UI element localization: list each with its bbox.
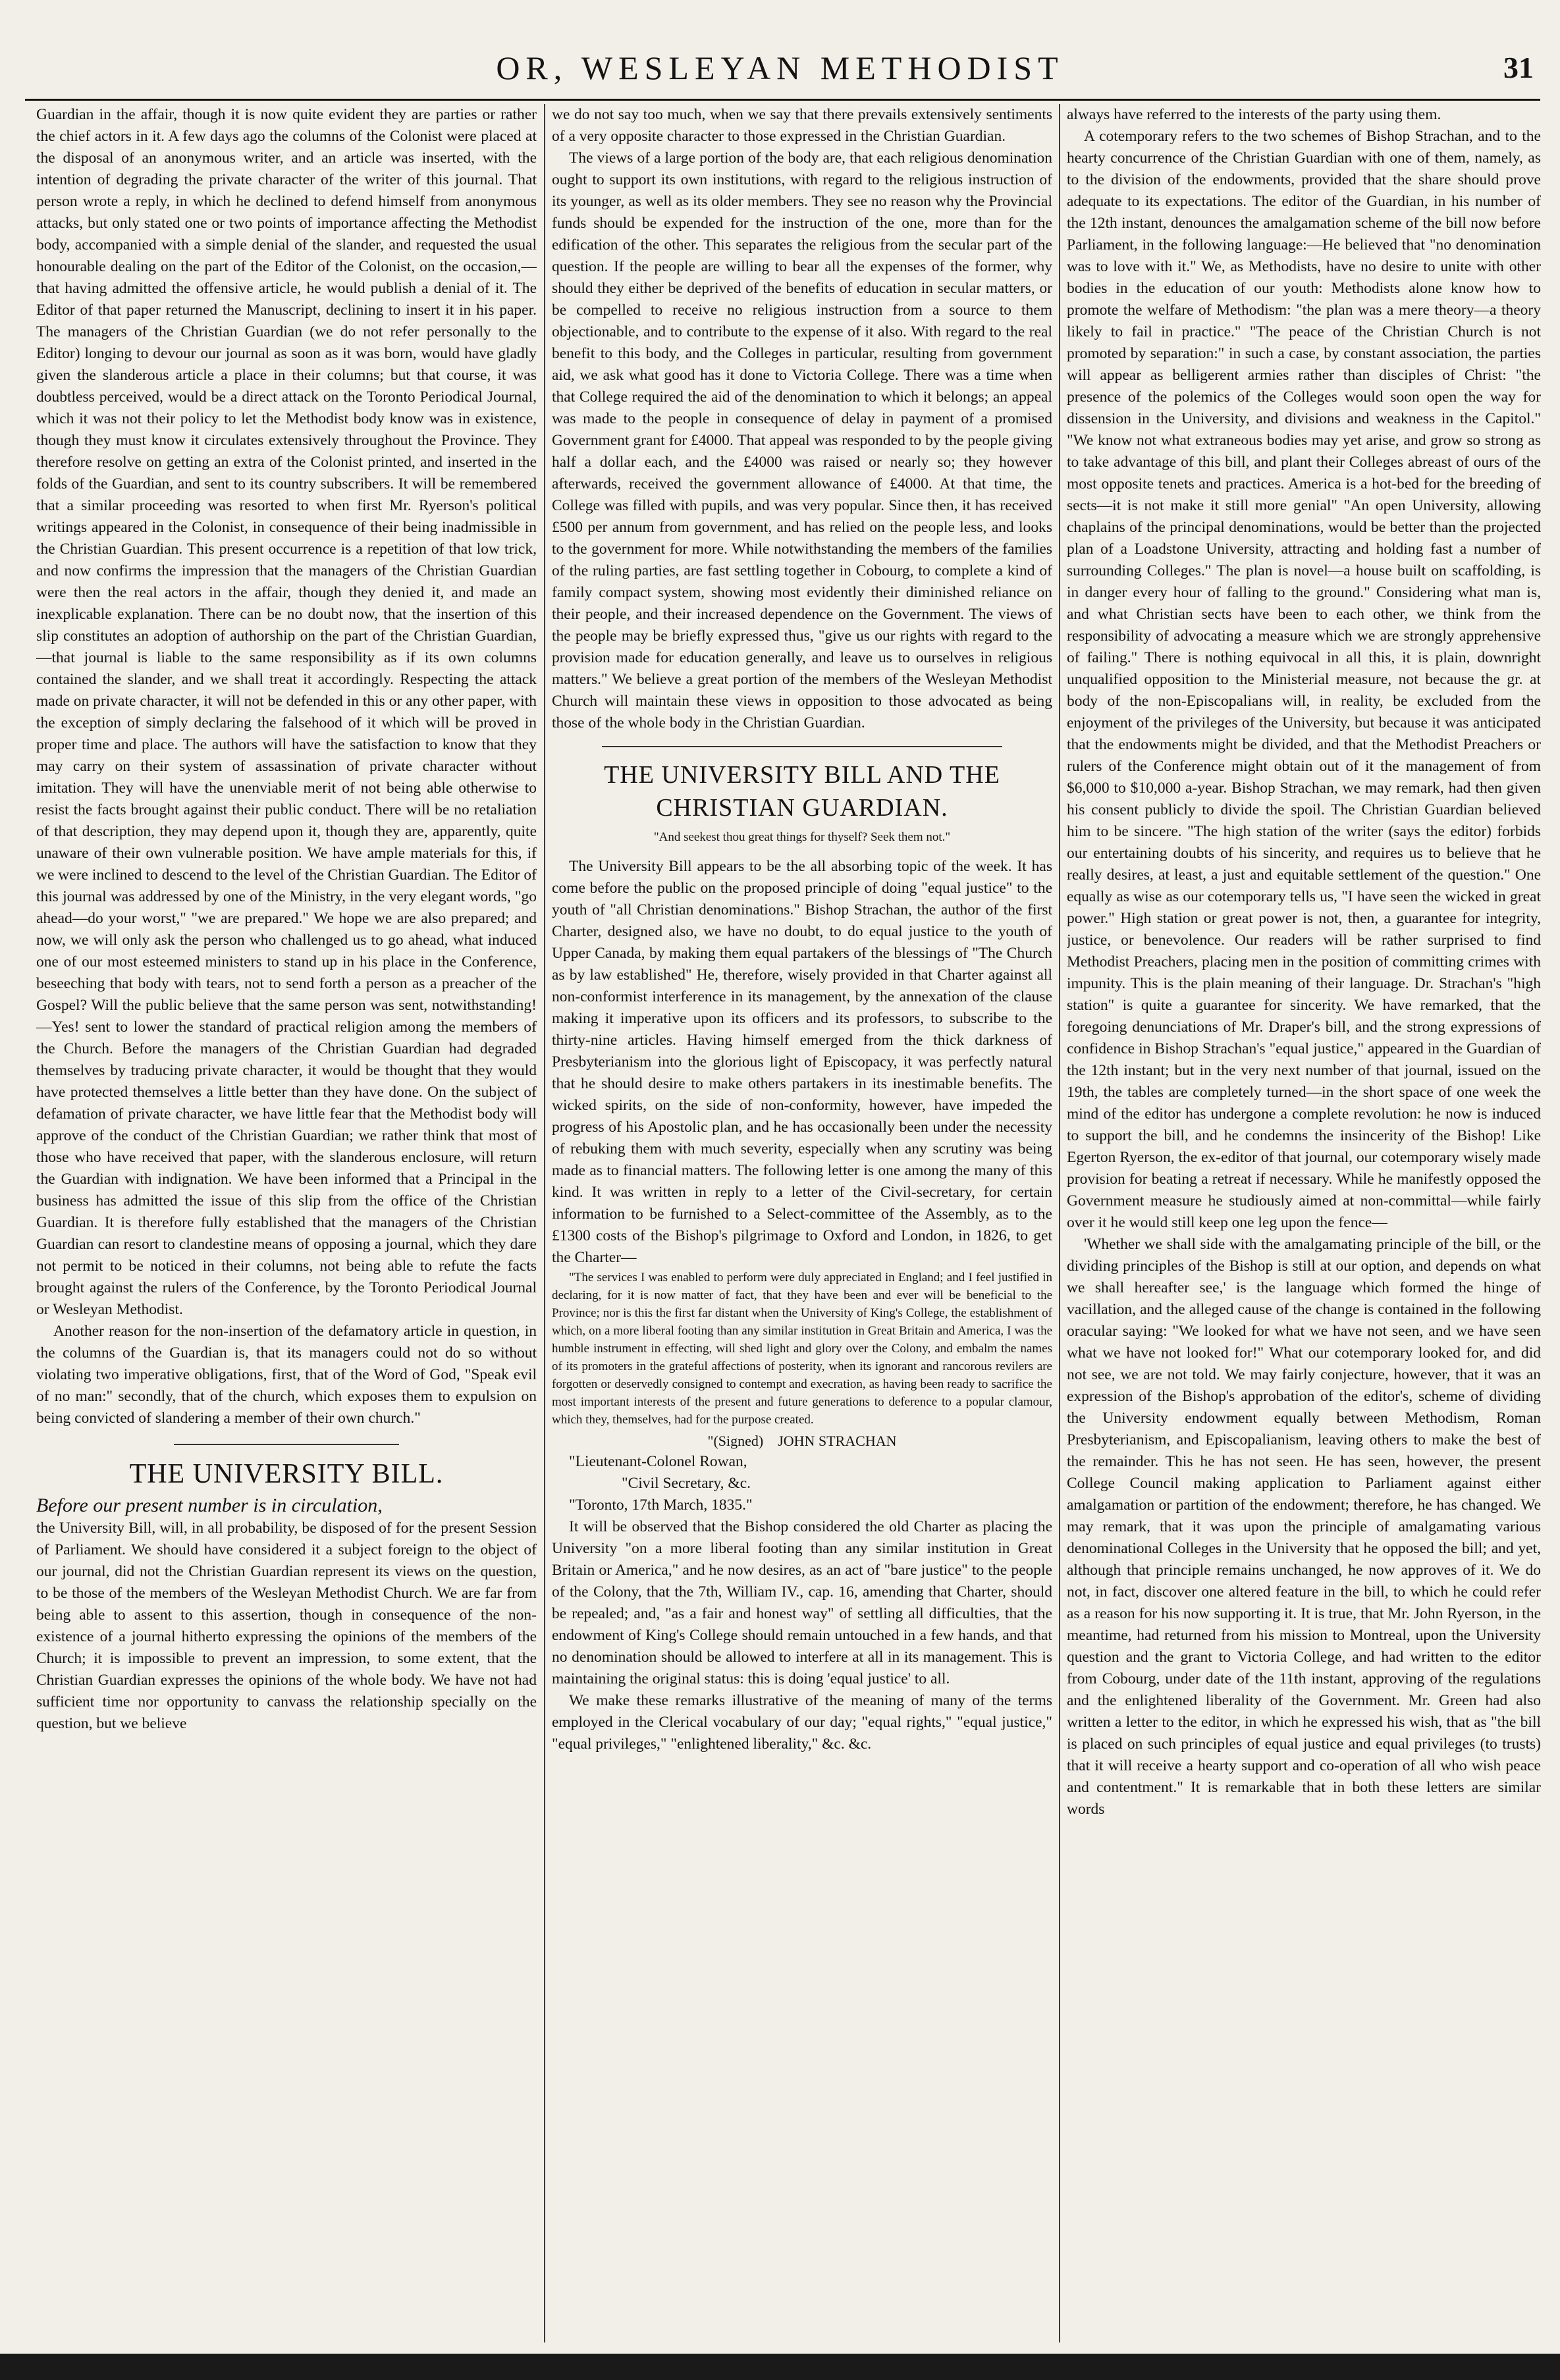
- article-paragraph: We make these remarks illustrative of the meaning of many of the terms employed in the Clerical vocabulary of our day; "equal rights," "equal justice," "equal privileges," "enlightened liberality," &c. &c.: [552, 1692, 1052, 1753]
- column-3: [1067, 104, 1541, 2342]
- quoted-letter: "The services I was enabled to perform were duly appreciated in England; and I feel justified in declaring, for it is now matter of fact, that they have been and ever will be beneficial to the Province; nor is this the first far distant when the University of King's College, the establishment of which, on a more liberal footing than any similar institution in Great Britain and America, I was the humble instrument in effecting, will shed light and glory over the Colony, and embalm the names of its promoters in the grateful affections of posterity, when its ignorant and rancorous revilers are forgotten or deservedly consigned to contempt and execration, as having been ready to sacrifice the most important interests of the present and future generations to deference to a popular clamour, which they, themselves, had for the purpose created.: [552, 1271, 1052, 1427]
- signature-date: "Toronto, 17th March, 1835.": [569, 1496, 753, 1514]
- article-paragraph: The views of a large portion of the body are, that each religious denomination ought to support its own institutions, with regard to the religious instruction of its younger, as well as its older members. They see no reason why the Provincial funds should be expended for the instruction of the one, more than for the edification of the other. This separates the religious from the secular part of the question. If the people are willing to bear all the expenses of the former, why should they either be deprived of the benefits of education in secular matters, or be compelled to receive no religious instruction from a source to them objectionable, and to contribute to the expense of it also. With regard to the real benefit to this body, and the Colleges in particular, resulting from government aid, we ask what good has it done to Victoria College. There was a time when that College required the aid of the denomination to which it belongs; an appeal was made to the people in consequence of delay in payment of a promised Government grant for £4000. That appeal was responded to by the people giving half a dollar each, and the £4000 was raised or nearly so; they however afterwards, received the government allowance of £4000. At that time, the College was filled with pupils, and was very popular. Since then, it has received £500 per annum from government, and has relied on the people less, and looks to the government for more. While notwithstanding the members of the families of the ruling parties, are fast settling together in Cobourg, to complete a kind of family compact system, showing most evidently their diminished reliance on their people, and their increased dependence on the Government. The views of the people may be briefly expressed thus, "give us our rights with regard to the provision made for education generally, and leave us to ourselves in religious matters." We believe a great portion of the members of the Wesleyan Methodist Church will maintain these views in opposition to those advocated as being those of the whole body in the Christian Guardian.: [552, 149, 1052, 731]
- section-divider: [174, 1444, 399, 1445]
- article-paragraph: Guardian in the affair, though it is now quite evident they are parties or rather the chief actors in it. A few days ago the columns of the Colonist were placed at the disposal of an anonymous writer, and an article was inserted, with the intention of degrading the private character of the writer of this journal. That person wrote a reply, in which he declined to defend himself from anonymous attacks, but only stated one or two points of importance affecting the Methodist body, accompanied with a simple denial of the slander, and requested the usual honourable dealing on the part of the Editor of the Colonist, on the occasion,—that having admitted the offensive article, he would publish a denial of it. The Editor of that paper returned the Manuscript, declining to insert it in his paper. The managers of the Christian Guardian (we do not refer personally to the Editor) longing to devour our journal as soon as it was born, would have gladly given the slanderous article a place in their columns; but that course, it was doubtless perceived, would be a direct attack on the Toronto Periodical Journal, which it was not their policy to let the Methodist body know was in existence, though they must know it circulates extensively throughout the Province. They therefore resolve on getting an extra of the Colonist printed, and inserted in the folds of the Guardian, and sent to its country subscribers. It will be remembered that a similar proceeding was resorted to when first Mr. Ryerson's political writings appeared in the Colonist, in consequence of their being inadmissible in the Christian Guardian. This present occurrence is a repetition of that low trick, and now confirms the impression that the managers of the Christian Guardian were then the real actors in the affair, though they denied it, and made an inexplicable explanation. There can be no doubt now, that the insertion of this slip constitutes an adoption of authorship on the part of the Christian Guardian,—that journal is liable to the same responsibility as if its own columns contained the slander, and we shall treat it accordingly. Respecting the attack made on private character, it will not be defended in this or any other paper, with the exception of simply declaring the falsehood of it which will be proved in proper time and place. The authors will have the satisfaction to know that they may carry on their system of assassination of private character without imitation. They will have the unenviable merit of not being able otherwise to resist the facts brought against their public conduct. There will be no retaliation of that description, they may depend upon it, though they are, apparently, quite unaware of their own vulnerable position. We have ample materials for this, if we were inclined to descend to the level of the Christian Guardian. The Editor of this journal was addressed by one of the Ministry, in the very elegant words, "go ahead—do your worst," "we are prepared." We hope we are also prepared; and now, we will only ask the person who challenged us to go ahead, what induced one of our most esteemed ministers to stand up in his place in the Conference, beseeching that body with tears, not to send forth a person as a preacher of the Gospel? Will the public believe that the same person was sent, notwithstanding!—Yes! sent to lower the standard of practical religion among the members of the Church. Before the managers of the Christian Guardian had degraded themselves by traducing private character, it would be thought that they would have protected themselves a little better than they have done. On the subject of defamation of private character, we have little fear that the Methodist body will approve of the conduct of the Christian Guardian; we rather think that most of those who have received that paper, with the slanderous enclosure, will return the Guardian with indignation. We have been informed that a Principal in the business has admitted the issue of this slip from the office of the Christian Guardian. It is therefore fully established that the managers of the Christian Guardian can resort to clandestine means of opposing a journal, which they dare not permit to be noticed in their columns, not being able to refute the facts brought against the rulers of the Conference, by the Toronto Periodical Journal or Wesleyan Methodist.: [36, 106, 537, 1318]
- article-paragraph: It will be observed that the Bishop considered the old Charter as placing the University "on a more liberal footing than any similar institution in Great Britain or America," and he now desires, as an act of "bare justice" to the people of the Colony, that the 7th, William IV., cap. 16, amending that Charter, should be repealed; and, "as a fair and honest way" of settling all difficulties, that the endowment of King's College should remain untouched in a few hands, and that no denomination should be allowed to interfere at all in its management. This is maintaining the original status: this is doing 'equal justice' to all.: [552, 1518, 1052, 1687]
- running-title: OR, WESLEYAN METHODIST: [496, 49, 1064, 86]
- signature-signed: "(Signed): [707, 1433, 764, 1449]
- letter-signature: [552, 1431, 1052, 1451]
- article-paragraph: always have referred to the interests of the party using them.: [1067, 106, 1441, 123]
- section-divider: [602, 746, 1002, 747]
- article-paragraph: The University Bill appears to be the all absorbing topic of the week. It has come before the public on the proposed principle of doing "equal justice" to the youth of "all Christian denominations." Bishop Strachan, the author of the first Charter, designed also, we have no doubt, to do equal justice to the youth of Upper Canada, by making them equal partakers of the blessings of "The Church as by law established" He, therefore, wisely provided in that Charter against all non-conformist interference in its management, by the annexation of the clause making it imperative upon its officers and its professors, to subscribe to the thirty-nine articles. Having himself emerged from the thick darkness of Presbyterianism into the glorious light of Episcopacy, it was perfectly natural that he should desire to make others partakers in its inestimable benefits. The wicked spirits, on the side of non-conformity, however, have impeded the progress of his Apostolic plan, and he has occasionally been under the necessity of rebuking them with much severity, especially when any scrutiny was being made as to financial matters. The following letter is one among the many of this kind. It was written in reply to a letter of the Civil-secretary, for certain information to be furnished to a Select-committee of the Assembly, as to the £1300 costs of the Bishop's pilgrimage to Oxford and London, in 1826, to get the Charter—: [552, 858, 1052, 1266]
- article-lead: Before our present number is in circulation,: [36, 1494, 383, 1516]
- section-title-line-2: CHRISTIAN GUARDIAN.: [656, 794, 948, 822]
- article-paragraph: A cotemporary refers to the two schemes of Bishop Strachan, and to the hearty concurrence of the Christian Guardian with one of them, namely, as to the division of the endowments, provided that the share should prove adequate to its expectations. The editor of the Guardian, in his number of the 12th instant, denounces the amalgamation scheme of the bill now before Parliament, in the following language:—He believed that "no denomination was to love with it." We, as Methodists, have no desire to unite with other bodies in the education of our youth: Methodists alone know how to promote the welfare of Methodism: "the plan was a mere theory—a theory likely to fail in practice." "The peace of the Christian Church is not promoted by separation:" in such a case, by constant association, the parties will appear as belligerent armies rather than disciples of Christ: "the presence of the polemics of the Colleges would soon open the way for dissension in the University, and divisions and weakness in the Capitol." "We know not what extraneous bodies may yet arise, and grow so strong as to take advantage of this bill, and plant their Colleges abreast of ours of the most opposite tenets and practices. America is a hot-bed for the breeding of sects—it is not make it still more genial" "An open University, allowing chaplains of the principal denominations, would be better than the projected plan of a Loadstone University, attracting and holding fast a number of surrounding Colleges." The plan is novel—a house built on scaffolding, is in danger every hour of falling to the ground." Considering what man is, and what Christian sects have been to each other, we think from the responsibility of advocating a measure which we are strongly apprehensive of failing." There is nothing equivocal in all this, it is plain, downright unqualified opposition to the Ministerial measure, not because the gr. at body of the non-Episcopalians will, in reality, be excluded from the enjoyment of the privileges of the University, but because it was anticipated that the endowments might be divided, and that the Methodist Preachers or rulers of the Conference might obtain out of it the management of from $6,000 to $10,000 a-year. Bishop Strachan, we may remark, had then given his consent publicly to divide the spoil. The Christian Guardian believed him to be sincere. "The high station of the writer (says the editor) forbids our entertaining doubts of his sincerity, and requires us to believe that he really desires, at least, a just and equitable settlement of the question." One equally as wise as our cotemporary tells us, "I have seen the wicked in great power." High station or great power is not, then, a guarantee for integrity, justice, or benevolence. Our readers will be rather surprised to find Methodist Preachers, placing men in the position of committing crimes with impunity. This is the plain meaning of their language. Dr. Strachan's "high station" is quite a guarantee for sincerity. We have remarked, that the foregoing denunciations of Mr. Draper's bill, and the strong expressions of confidence in Bishop Strachan's "equal justice," appeared in the Guardian of the 12th instant; but in the very next number of that journal, issued on the 19th, the tables are completely turned—in the short space of one week the mind of the editor has undergone a complete revolution: he now is induced to support the bill, and he condemns the insincerity of the Bishop! Like Egerton Ryerson, the ex-editor of that journal, our cotemporary wisely made provision for beating a retreat if necessary. While he manifestly opposed the Government measure he studiously aimed at non-committal—while fairly over it he would still keep one leg upon the fence—: [1067, 128, 1541, 1231]
- article-paragraph: Another reason for the non-insertion of the defamatory article in question, in the columns of the Guardian is, that its managers could not do so without violating two imperative obligations, first, that of the Word of God, "Speak evil of no man:" secondly, that of the church, which exposes them to expulsion on being convicted of slandering a member of their own church.": [36, 1323, 537, 1427]
- article-paragraph: we do not say too much, when we say that there prevails extensively sentiments of a very opposite character to those expressed in the Christian Guardian.: [552, 106, 1052, 145]
- article-paragraph: 'Whether we shall side with the amalgamating principle of the bill, or the dividing principles of the Bishop is still at our option, and depends on what we shall hereafter see,' is the language which formed the hinge of vacillation, and the alleged cause of the change is contained in the following oracular saying: "We looked for what we have not seen, and we have seen what we have not looked for!" What our cotemporary looked for, and did not see, we are not told. We may fairly conjecture, however, that it was an expression of the Bishop's approbation of the editor's, scheme of dividing the University endowment equally between Methodism, Roman Presbyterianism, and Episcopalianism, leaving others to make the best of the remainder. This he has not seen. He has seen, however, the present College Council making application to Parliament against either amalgamation or partition of the endowment; therefore, he has changed. We may remark, that it was upon the principle of amalgamating various denominational Colleges in the University that he opposed the bill; and yet, although that principle remains unchanged, he now approves of it. We do not, in fact, discover one altered feature in the bill, to which he could refer as a reason for his now supporting it. It is true, that Mr. John Ryerson, in the meantime, had returned from his mission to Montreal, upon the University question and the grant to Victoria College, and had written to the editor from Cobourg, under date of the 11th instant, approving of the regulations and the enlightened liberality of the Government. Mr. Green had also written a letter to the editor, in which he expressed his wish, that as "the bill is placed on such principles of equal justice and equal privileges (to trusts) that it will receive a hearty support and co-operation of all who wish peace and contentment." It is remarkable that in both these letters are similar words: [1067, 1236, 1541, 1818]
- column-1: [36, 104, 537, 2342]
- running-head: [0, 45, 1560, 91]
- page-number: 31: [1503, 51, 1534, 84]
- signature-addressee-title: "Civil Secretary, &c.: [622, 1475, 751, 1492]
- epigraph: "And seekest thou great things for thyself? Seek them not.": [653, 830, 951, 844]
- column-divider: [1059, 104, 1060, 2342]
- page-bottom-edge: [0, 2354, 1560, 2380]
- section-title-line-1: THE UNIVERSITY BILL AND THE: [604, 761, 1000, 789]
- header-rule: [25, 99, 1540, 101]
- signature-name: JOHN STRACHAN: [778, 1433, 897, 1449]
- article-paragraph: the University Bill, will, in all probability, be disposed of for the present Session of Parliament. We should have considered it a subject foreign to the object of our journal, did not the Christian Guardian represent its views on the question, to be those of the members of the Wesleyan Methodist Church. We are far from being able to assent to this assertion, though in consequence of the non-existence of a journal hitherto expressing the opinions of the members of the Church; it is impossible to prevent an impression, to some extent, that the Christian Guardian expresses the opinions of the whole body. We have not had sufficient time nor opportunity to canvass the relationship specially on the question, but we believe: [36, 1520, 537, 1732]
- section-title-university-bill: THE UNIVERSITY BILL.: [129, 1459, 444, 1489]
- column-2: [552, 104, 1052, 2342]
- column-divider: [544, 104, 545, 2342]
- signature-addressee: "Lieutenant-Colonel Rowan,: [569, 1453, 747, 1470]
